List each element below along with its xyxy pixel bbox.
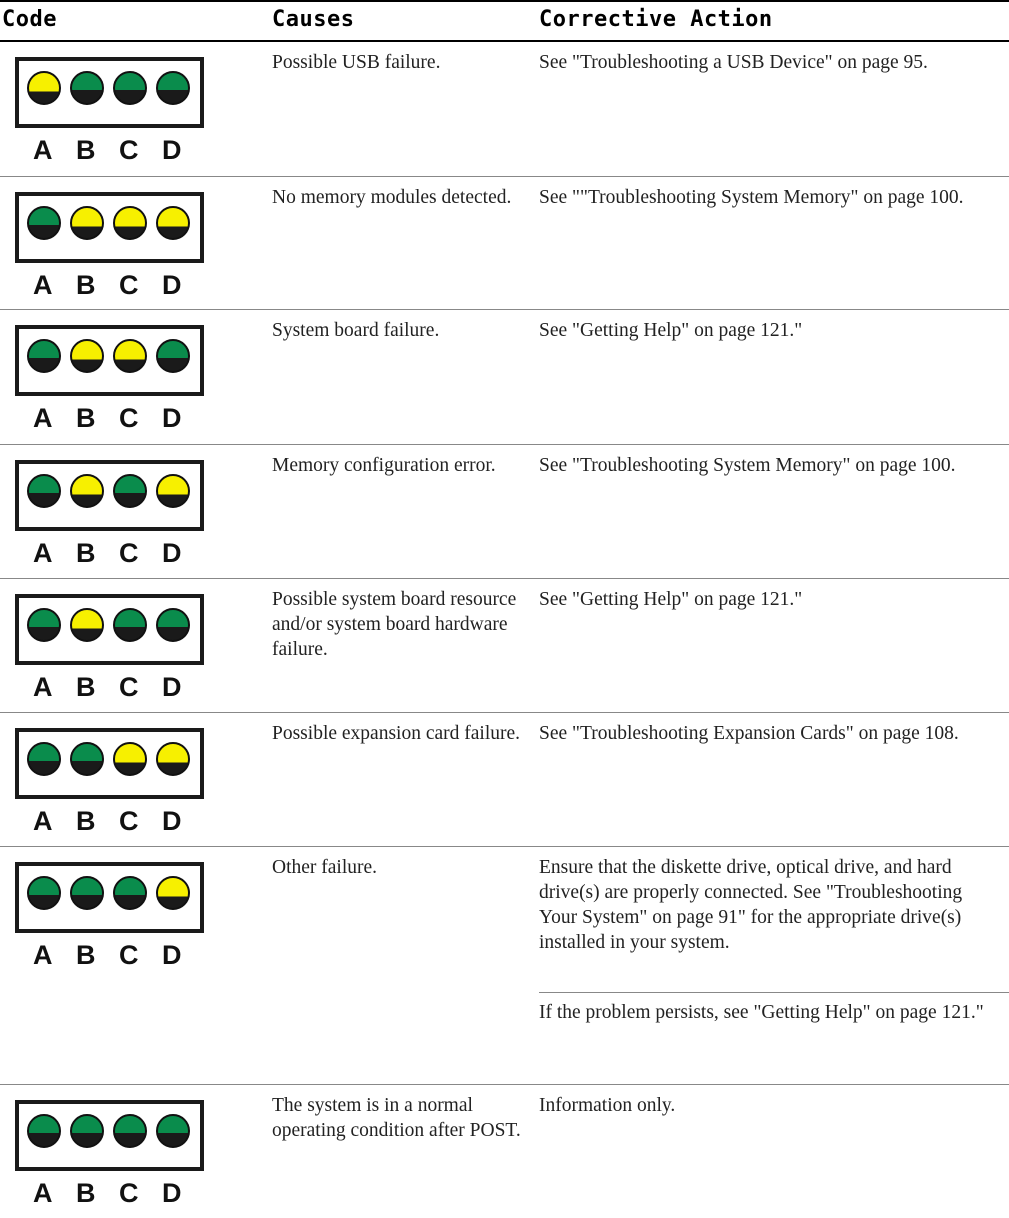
led-letter-c: C [119, 940, 139, 970]
led-b-icon [70, 876, 104, 910]
led-letter-c: C [119, 1178, 139, 1208]
led-b-icon [70, 339, 104, 373]
led-letter-b: B [76, 403, 96, 433]
cause-text: Possible expansion card failure. [272, 723, 521, 744]
led-letter-b: B [76, 672, 96, 702]
corrective-action-text: Information only. [539, 1095, 676, 1116]
corrective-action [539, 587, 1001, 612]
led-letters [24, 672, 204, 702]
corrective-action [539, 185, 1001, 210]
led-letters [24, 538, 204, 568]
led-letter-c: C [119, 806, 139, 836]
led-d-icon [156, 876, 190, 910]
corrective-action-text: See "Troubleshooting System Memory" on page 100. [539, 455, 956, 476]
led-letter-c: C [119, 135, 139, 165]
led-letters [24, 135, 204, 165]
led-c-icon [113, 71, 147, 105]
cause-text: No memory modules detected. [272, 187, 512, 208]
corrective-action [539, 721, 1001, 746]
led-letter-a: A [33, 806, 53, 836]
led-letter-d: D [162, 940, 182, 970]
led-d-icon [156, 71, 190, 105]
header-causes: Causes [272, 7, 355, 32]
table-row [0, 1085, 1009, 1218]
led-letter-a: A [33, 1178, 53, 1208]
led-letter-b: B [76, 806, 96, 836]
table-row [0, 713, 1009, 847]
led-c-icon [113, 1114, 147, 1148]
cause-text: The system is in a normal operating condition after POST. [272, 1095, 521, 1141]
led-letters [24, 403, 204, 433]
cause-text: Possible system board resource and/or system board hardware failure. [272, 589, 517, 660]
led-letter-a: A [33, 538, 53, 568]
cause-text: Other failure. [272, 857, 378, 878]
corrective-action [539, 453, 1001, 478]
led-d-icon [156, 742, 190, 776]
led-c-icon [113, 206, 147, 240]
led-a-icon [27, 1114, 61, 1148]
led-a-icon [27, 339, 61, 373]
led-a-icon [27, 742, 61, 776]
corrective-action-text: If the problem persists, see "Getting Help" on page 121." [539, 1002, 984, 1023]
led-c-icon [113, 876, 147, 910]
led-letter-a: A [33, 135, 53, 165]
corrective-action-followup [539, 1000, 1001, 1025]
corrective-action-text: See "Troubleshooting a USB Device" on page 95. [539, 52, 928, 73]
led-d-icon [156, 608, 190, 642]
diagnostic-light-panel [15, 1100, 204, 1171]
led-b-icon [70, 742, 104, 776]
table-row [0, 177, 1009, 310]
led-c-icon [113, 339, 147, 373]
led-letter-b: B [76, 1178, 96, 1208]
corrective-action [539, 855, 1001, 955]
led-letter-c: C [119, 538, 139, 568]
corrective-action-text: See "Getting Help" on page 121." [539, 320, 803, 341]
led-letter-c: C [119, 270, 139, 300]
led-letter-d: D [162, 135, 182, 165]
led-letter-d: D [162, 538, 182, 568]
cause-text: Memory configuration error. [272, 455, 496, 476]
led-b-icon [70, 608, 104, 642]
led-d-icon [156, 206, 190, 240]
corrective-action [539, 50, 1001, 75]
table-row [0, 847, 1009, 1085]
led-letters [24, 270, 204, 300]
led-d-icon [156, 474, 190, 508]
led-c-icon [113, 608, 147, 642]
led-c-icon [113, 742, 147, 776]
corrective-action-text: See ""Troubleshooting System Memory" on page 100. [539, 187, 964, 208]
led-letter-c: C [119, 672, 139, 702]
led-letter-d: D [162, 270, 182, 300]
corrective-action-text: Ensure that the diskette drive, optical drive, and hard drive(s) are properly connected. See "Troubleshooting Your System" on page 91" for the appropriate drive(s) installed in your system. [539, 857, 963, 953]
diagnostic-light-panel [15, 192, 204, 263]
led-letter-d: D [162, 672, 182, 702]
led-letter-b: B [76, 538, 96, 568]
led-b-icon [70, 1114, 104, 1148]
diagnostic-light-panel [15, 325, 204, 396]
led-b-icon [70, 206, 104, 240]
led-letter-a: A [33, 403, 53, 433]
led-a-icon [27, 608, 61, 642]
table-row [0, 310, 1009, 445]
led-a-icon [27, 876, 61, 910]
led-letters [24, 806, 204, 836]
cause-text: System board failure. [272, 320, 440, 341]
table-header [0, 0, 1009, 42]
table-row [0, 579, 1009, 713]
led-b-icon [70, 71, 104, 105]
led-letters [24, 940, 204, 970]
led-letters [24, 1178, 204, 1208]
led-letter-d: D [162, 1178, 182, 1208]
led-a-icon [27, 206, 61, 240]
led-c-icon [113, 474, 147, 508]
cause-text: Possible USB failure. [272, 52, 441, 73]
action-divider [539, 992, 1009, 993]
header-corrective-action: Corrective Action [539, 7, 773, 32]
led-letter-d: D [162, 806, 182, 836]
led-letter-c: C [119, 403, 139, 433]
corrective-action [539, 318, 1001, 343]
led-letter-d: D [162, 403, 182, 433]
corrective-action-text: See "Troubleshooting Expansion Cards" on page 108. [539, 723, 959, 744]
led-a-icon [27, 474, 61, 508]
diagnostic-light-panel [15, 594, 204, 665]
led-letter-a: A [33, 672, 53, 702]
diagnostic-light-panel [15, 862, 204, 933]
header-code: Code [2, 7, 57, 32]
diagnostic-light-panel [15, 728, 204, 799]
led-letter-b: B [76, 270, 96, 300]
corrective-action-text: See "Getting Help" on page 121." [539, 589, 803, 610]
table-row [0, 42, 1009, 177]
led-letter-a: A [33, 940, 53, 970]
led-letter-a: A [33, 270, 53, 300]
led-b-icon [70, 474, 104, 508]
diagnostic-light-panel [15, 460, 204, 531]
led-letter-b: B [76, 940, 96, 970]
corrective-action [539, 1093, 1001, 1118]
led-d-icon [156, 339, 190, 373]
led-a-icon [27, 71, 61, 105]
diagnostic-light-panel [15, 57, 204, 128]
led-d-icon [156, 1114, 190, 1148]
led-letter-b: B [76, 135, 96, 165]
table-row [0, 445, 1009, 579]
